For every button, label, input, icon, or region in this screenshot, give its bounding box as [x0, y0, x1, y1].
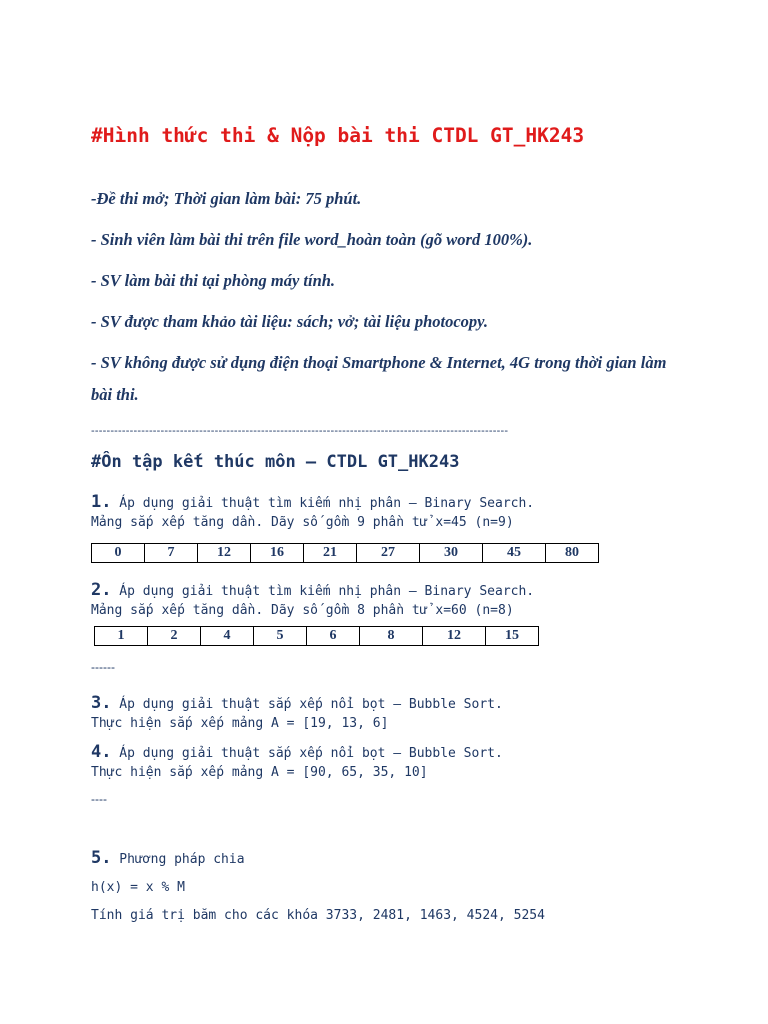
question-1 — [91, 493, 534, 532]
rule-item: - Sinh viên làm bài thi trên file word_hoàn toàn (gõ word 100%). — [91, 230, 533, 249]
array-cell: 12 — [198, 544, 251, 563]
array-cell: 0 — [92, 544, 145, 563]
rule-item: - SV được tham khảo tài liệu: sách; vở; tài liệu photocopy. — [91, 312, 489, 331]
question-5 — [91, 849, 245, 869]
question-detail: Thực hiện sắp xếp mảng A = [90, 65, 35, 10] — [91, 765, 428, 780]
question-detail: Tính giá trị băm cho các khóa 3733, 2481, 1463, 4524, 5254 — [91, 908, 545, 923]
array-cell: 7 — [145, 544, 198, 563]
question-number: 3. — [91, 693, 112, 713]
array-cell: 2 — [148, 627, 201, 646]
separator-dashes: ------ — [91, 660, 115, 674]
question-detail: Mảng sắp xếp tăng dần. Dãy số gồm 8 phần tử x=60 (n=8) — [91, 603, 514, 618]
array-cell: 4 — [201, 627, 254, 646]
array-cell: 21 — [304, 544, 357, 563]
rule-item: - SV làm bài thi tại phòng máy tính. — [91, 271, 336, 290]
question-detail: Thực hiện sắp xếp mảng A = [19, 13, 6] — [91, 716, 389, 731]
array-cell: 12 — [423, 627, 486, 646]
question-text: Phương pháp chia — [111, 852, 245, 867]
array-cell: 27 — [357, 544, 420, 563]
question-text: Áp dụng giải thuật tìm kiếm nhị phân – Binary Search. — [111, 496, 535, 511]
exam-rules-title: #Hình thức thi & Nộp bài thi CTDL GT_HK243 — [91, 124, 585, 147]
array-cell: 45 — [483, 544, 546, 563]
question-number: 4. — [91, 742, 112, 762]
question-detail: Mảng sắp xếp tăng dần. Dãy số gồm 9 phần tử x=45 (n=9) — [91, 515, 514, 530]
question-number: 1. — [91, 492, 112, 512]
array-cell: 8 — [360, 627, 423, 646]
rule-item: -Đề thi mở; Thời gian làm bài: 75 phút. — [91, 189, 362, 208]
array-cell: 6 — [307, 627, 360, 646]
question-text: Áp dụng giải thuật sắp xếp nổi bọt – Bubble Sort. — [111, 697, 503, 712]
question-text: Áp dụng giải thuật tìm kiếm nhị phân – Binary Search. — [111, 584, 535, 599]
array-cell: 16 — [251, 544, 304, 563]
question-number: 2. — [91, 580, 112, 600]
array-cell: 15 — [486, 627, 539, 646]
question-2 — [91, 581, 534, 620]
array-cell: 30 — [420, 544, 483, 563]
rule-item: - SV không được sử dụng điện thoại Smartphone & Internet, 4G trong thời gian làm bài thi. — [91, 353, 667, 404]
question-text: Áp dụng giải thuật sắp xếp nổi bọt – Bubble Sort. — [111, 746, 503, 761]
array-cell: 1 — [95, 627, 148, 646]
array-table-q2 — [94, 626, 539, 646]
hash-formula: h(x) = x % M — [91, 880, 185, 895]
array-cell: 80 — [546, 544, 599, 563]
array-table-q1 — [91, 543, 599, 563]
review-section-title: #Ôn tập kết thúc môn – CTDL GT_HK243 — [91, 452, 460, 472]
question-3 — [91, 694, 503, 733]
separator-dashes: ---- — [91, 792, 107, 806]
separator-line: ------------------------------------------------------------------------------------------------------------ — [91, 425, 509, 437]
question-4 — [91, 743, 503, 782]
array-cell: 5 — [254, 627, 307, 646]
question-number: 5. — [91, 848, 112, 868]
